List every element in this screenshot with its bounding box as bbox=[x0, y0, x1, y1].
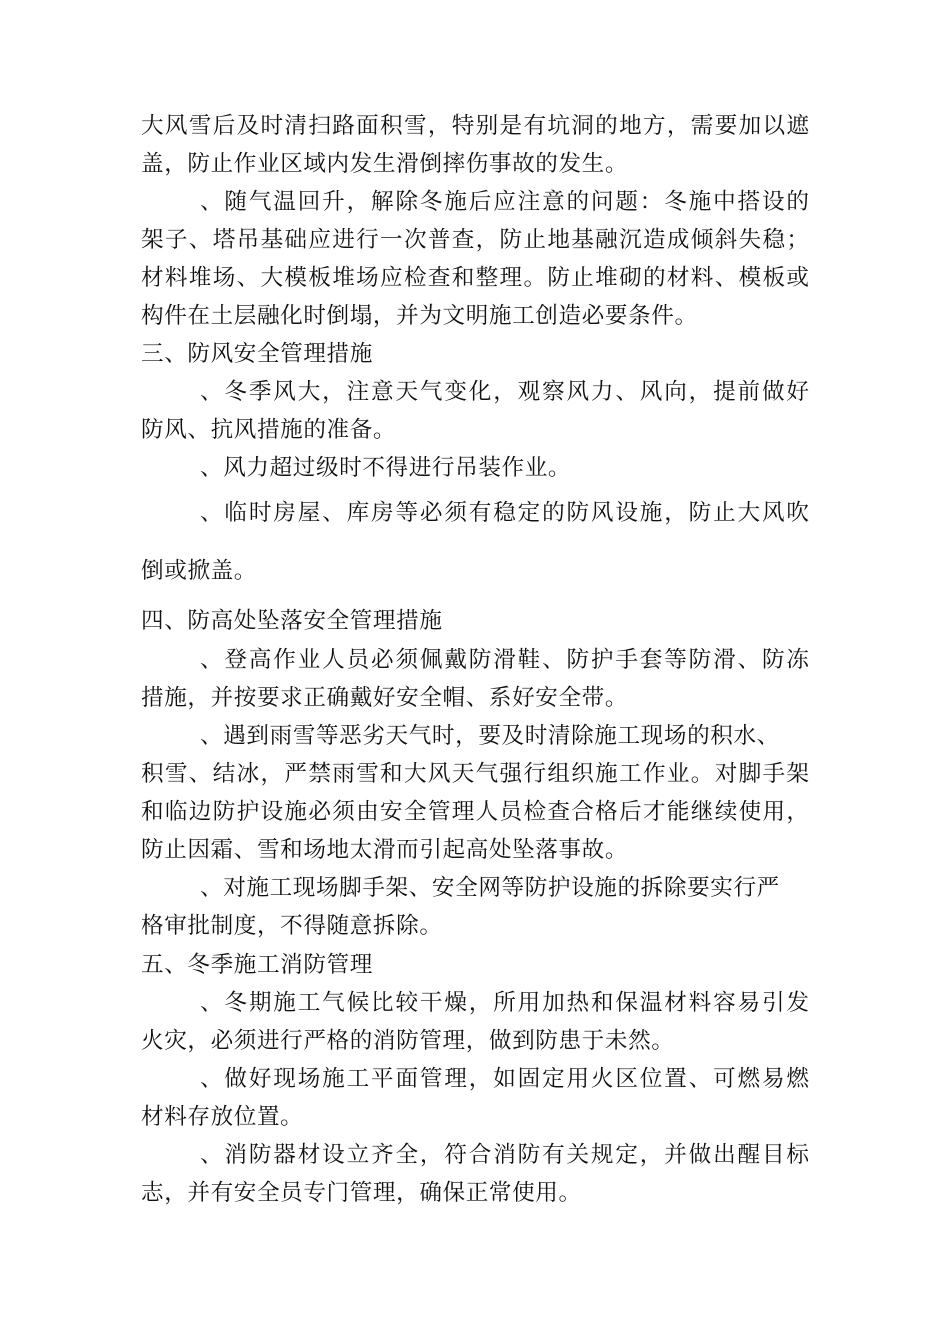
text-line: 和临边防护设施必须由安全管理人员检查合格后才能继续使用， bbox=[141, 799, 809, 825]
text-line: 、登高作业人员必须佩戴防滑鞋、防护手套等防滑、防冻 bbox=[200, 647, 809, 673]
text-line: 材料存放位置。 bbox=[141, 1104, 304, 1130]
section-heading: 四、防高处坠落安全管理措施 bbox=[141, 608, 443, 634]
text-line: 防风、抗风措施的准备。 bbox=[141, 417, 397, 443]
text-line: 火灾，必须进行严格的消防管理，做到防患于未然。 bbox=[141, 1028, 675, 1054]
text-line: 材料堆场、大模板堆场应检查和整理。防止堆砌的材料、模板或 bbox=[141, 265, 809, 291]
section-heading: 五、冬季施工消防管理 bbox=[141, 952, 373, 978]
text-line: 盖，防止作业区域内发生滑倒摔伤事故的发生。 bbox=[141, 151, 629, 177]
text-line: 积雪、结冰，严禁雨雪和大风天气强行组织施工作业。对脚手架 bbox=[141, 761, 809, 787]
text-line: 、风力超过级时不得进行吊装作业。 bbox=[200, 455, 572, 481]
text-line: 、临时房屋、库房等必须有稳定的防风设施，防止大风吹 bbox=[200, 500, 809, 526]
text-line: 、做好现场施工平面管理，如固定用火区位置、可燃易燃 bbox=[200, 1066, 809, 1092]
text-line: 、冬期施工气候比较干燥，所用加热和保温材料容易引发 bbox=[200, 990, 809, 1016]
section-heading: 三、防风安全管理措施 bbox=[141, 341, 373, 367]
text-line: 防止因霜、雪和场地太滑而引起高处坠落事故。 bbox=[141, 837, 629, 863]
text-line: 、冬季风大，注意天气变化，观察风力、风向，提前做好 bbox=[200, 379, 809, 405]
text-line: 、对施工现场脚手架、安全网等防护设施的拆除要实行严 bbox=[200, 875, 780, 901]
text-line: 倒或掀盖。 bbox=[141, 558, 257, 584]
text-line: 构件在土层融化时倒塌，并为文明施工创造必要条件。 bbox=[141, 303, 698, 329]
text-line: 、消防器材设立齐全，符合消防有关规定，并做出醒目标 bbox=[200, 1142, 809, 1168]
text-line: 、遇到雨雪等恶劣天气时，要及时清除施工现场的积水、 bbox=[200, 723, 780, 749]
text-line: 大风雪后及时清扫路面积雪，特别是有坑洞的地方，需要加以遮 bbox=[141, 113, 809, 139]
text-line: 志，并有安全员专门管理，确保正常使用。 bbox=[141, 1180, 582, 1206]
text-line: 、随气温回升，解除冬施后应注意的问题：冬施中搭设的 bbox=[200, 189, 809, 215]
text-line: 格审批制度，不得随意拆除。 bbox=[141, 913, 443, 939]
text-line: 措施，并按要求正确戴好安全帽、系好安全带。 bbox=[141, 685, 629, 711]
text-line: 架子、塔吊基础应进行一次普查，防止地基融沉造成倾斜失稳； bbox=[141, 227, 809, 253]
